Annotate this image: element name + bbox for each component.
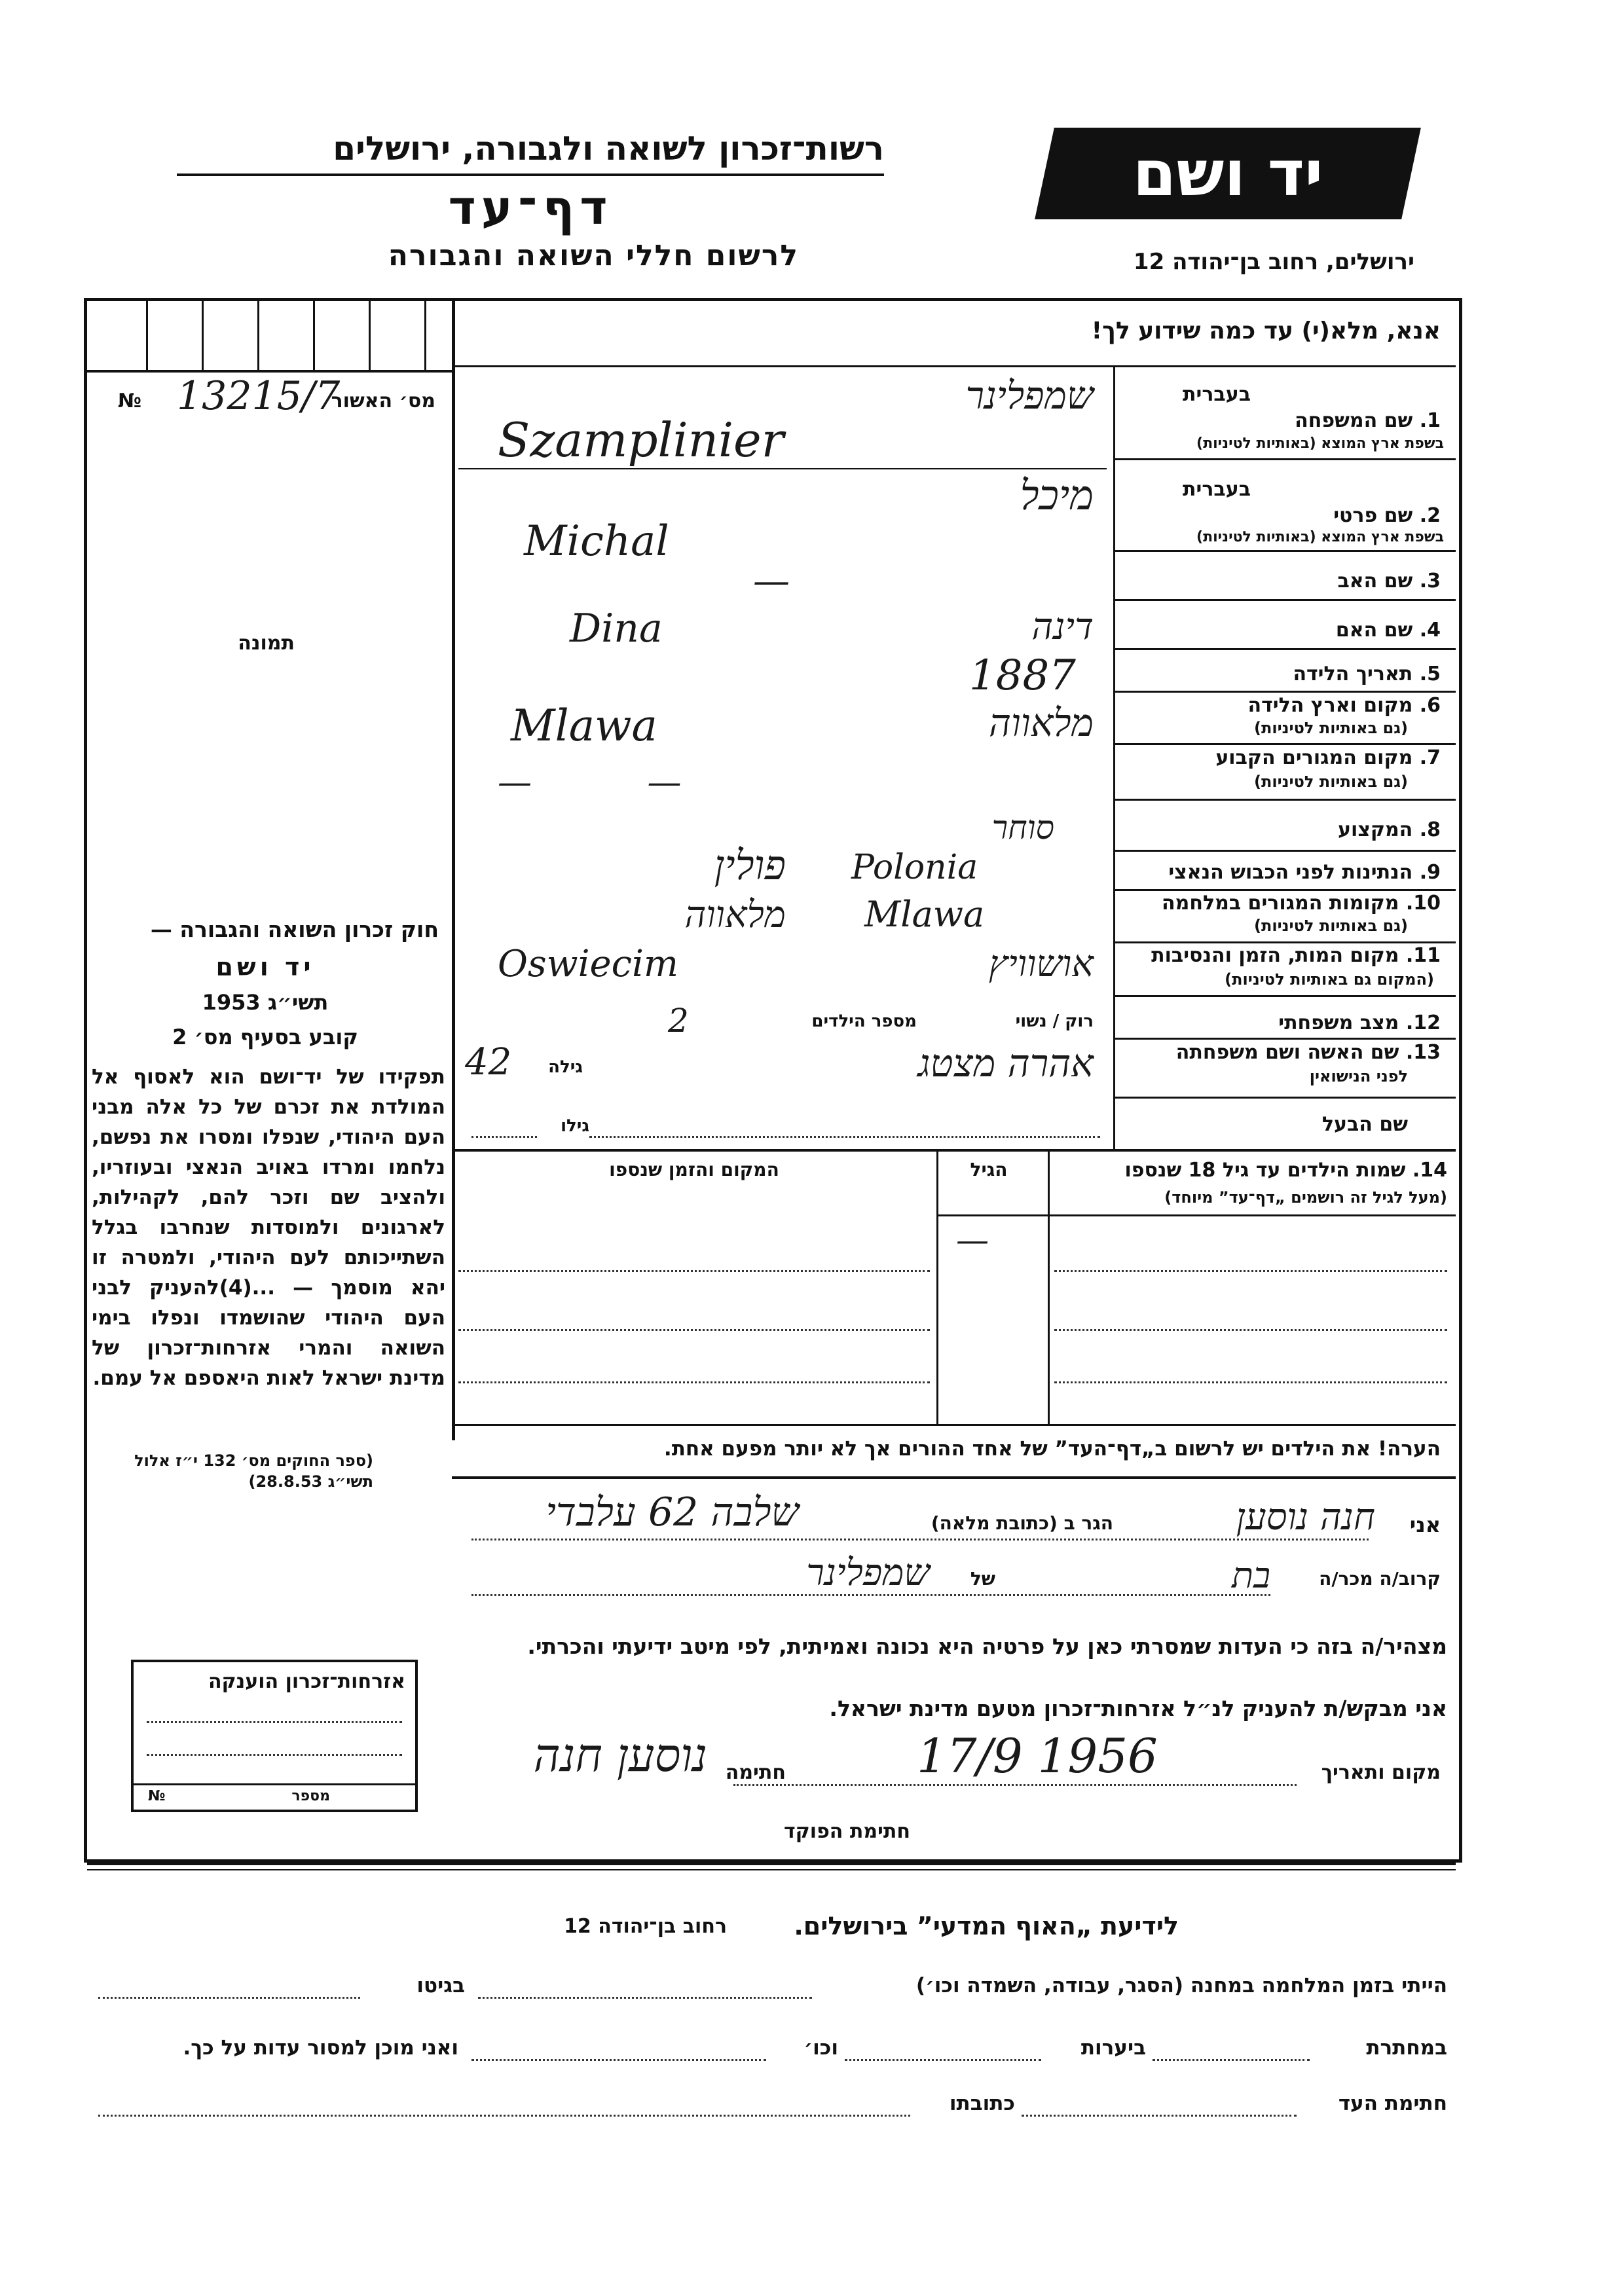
form-subtitle: לרשום חללי השואה והגבורה (388, 239, 799, 272)
certificate-box (131, 1660, 418, 1812)
witness-address-label: כתובתו (949, 2092, 1015, 2115)
footer-address: רחוב בן־יהודה 12 (564, 1915, 727, 1938)
latin-note-10: (גם באותיות לטיניות) (1254, 917, 1408, 935)
field-children: 14. שמות הילדים עד גיל 18 שנספו (1124, 1159, 1447, 1182)
age-column-header: הגיל (970, 1159, 1008, 1180)
hebrew-label-2: בעברית (1183, 478, 1251, 501)
value-children: 2 (668, 1002, 689, 1040)
value-wife-name: אהרה מצטג (917, 1041, 1094, 1085)
relation-label: קרוב/ה מכר/ה (1319, 1568, 1441, 1590)
etc-label: וכו׳ (803, 2036, 838, 2060)
witness-signature-label: חתימת העד (1338, 2092, 1447, 2115)
value-citizenship-latin: Polonia (851, 848, 978, 887)
value-father: — (753, 560, 790, 602)
certificate-title: אזרחות־זכרון הוענקה (208, 1670, 405, 1693)
children-note: הערה! את הילדים יש לרשום ב„דף־העד” של אחד ההורים אך לא יותר מפעם אחת. (663, 1437, 1441, 1461)
forests-label: ביערות (1080, 2036, 1146, 2060)
value-surname-latin: Szamplinier (498, 412, 784, 467)
field-residence: 7. מקום המגורים הקבוע (1215, 746, 1441, 769)
declarant-name: חנה נוסען (1236, 1496, 1375, 1539)
value-surname-he: שמפלינר (965, 373, 1094, 418)
intro-text: אנא, מלא(י) עד כמה שידוע לך! (1091, 318, 1441, 344)
request-text: אני מבקש/ת להעניק לנ״ל אזרחות־זכרון מטעם מדינת ישראל. (829, 1696, 1447, 1721)
authority-title: רשות־זכרון לשואה ולגבורה, ירושלים (333, 130, 884, 168)
value-citizenship-he: פולין (714, 841, 786, 889)
law-org: יד ושם (215, 953, 315, 981)
value-wife-age: 42 (465, 1041, 512, 1084)
place-note-11: (המקום גם באותיות לטיניות) (1225, 970, 1434, 989)
certificate-number-label: מספר (291, 1788, 330, 1804)
underground-label: במחתרת (1366, 2036, 1447, 2060)
value-occupation: סוחר (991, 809, 1054, 847)
law-citation: (ספר החוקים מס׳ 132 י״ז אלול תשי״ג 28.8.53) (134, 1451, 373, 1491)
law-section: קובע בסעיף מס׳ 2 (172, 1025, 358, 1049)
field-occupation: 8. המקצוע (1338, 818, 1441, 841)
origin-lang-1: בשפת ארץ המוצא (באותיות לטיניות) (1196, 435, 1444, 452)
field-father: 3. שם האב (1337, 570, 1441, 592)
field-wife-sub: לפני הנישואין (1309, 1067, 1408, 1085)
law-year: תשי״ג 1953 (202, 990, 329, 1015)
field-birthplace: 6. מקום וארץ הלידה (1247, 694, 1441, 717)
value-war-residence-latin: Mlawa (864, 894, 985, 935)
field-war-residence: 10. מקומות המגורים במלחמה (1162, 892, 1441, 915)
children-count-label: מספר הילדים (811, 1011, 917, 1031)
single-married-label: רוק / נשוי (1015, 1011, 1094, 1031)
value-death-latin: Oswiecim (498, 943, 679, 985)
approval-no-sign: № (118, 390, 142, 412)
hebrew-label-1: בעברית (1183, 383, 1251, 406)
place-time-column-header: המקום והזמן שנספו (609, 1159, 779, 1180)
certificate-no: № (148, 1788, 166, 1804)
approval-label: מס׳ האשור (331, 390, 435, 412)
row-divider-14 (452, 1149, 1456, 1152)
field-wife: 13. שם האשה ושם משפחתה (1175, 1041, 1441, 1064)
photo-label: תמונה (238, 632, 295, 655)
law-title: חוק זכרון השואה והגבורה — (150, 917, 439, 942)
value-firstname-he: מיכל (1020, 471, 1094, 519)
field-family-status: 12. מצב משפחתי (1278, 1011, 1441, 1034)
registrar-label: חתימת הפוקד (784, 1820, 910, 1843)
place-date-label: מקום ותאריך (1321, 1761, 1441, 1784)
field-citizenship: 9. הנתינות לפני הכבוש הנאצי (1168, 861, 1441, 884)
value-birthplace-he: מלאווה (989, 701, 1094, 745)
ready-text: ואני מוכן למסור עדות על כך. (183, 2036, 458, 2060)
value-child-age: — (956, 1221, 989, 1259)
header-address: ירושלים, רחוב בן־יהודה 12 (1133, 249, 1414, 275)
field-children-sub: (מעל לגיל זה רושמים „דף־עד” מיוחד) (1164, 1188, 1447, 1207)
value-mother-he: דינה (1031, 606, 1094, 648)
declaration-text: מצהיר/ה בזה כי העדות שמסרתי כאן על פרטיה היא נכונה ואמיתית, לפי מיטב ידיעתי והכרתי. (527, 1633, 1447, 1659)
field-firstname: 2. שם פרטי (1333, 504, 1441, 527)
logo-text: יד ושם (1132, 137, 1323, 210)
left-column-divider (452, 301, 455, 1440)
field-husband: שם הבעל (1321, 1113, 1408, 1136)
value-death-he: אושוויץ (988, 943, 1094, 985)
field-surname: 1. שם המשפחה (1295, 409, 1441, 432)
wife-age-label: גילה (548, 1057, 583, 1077)
form-title: דף־עד (448, 180, 613, 235)
value-birthplace-latin: Mlawa (511, 701, 657, 751)
relation-value: בת (1232, 1555, 1270, 1596)
of-label: של (970, 1568, 995, 1590)
living-at-label: הגר ב (כתובת מלאה) (931, 1512, 1113, 1534)
declarant-i: אני (1409, 1512, 1441, 1537)
declarant-address: שלבה 62 עלבדי (545, 1489, 799, 1535)
date-value: 17/9 1956 (917, 1728, 1158, 1783)
yad-vashem-logo (1035, 128, 1421, 219)
approval-boxes (87, 301, 452, 373)
of-value: שמפלינר (806, 1552, 930, 1594)
field-death: 11. מקום המות, הזמן והנסיבות (1151, 944, 1441, 967)
ghetto-label: בגיטו (416, 1974, 465, 1997)
latin-note-7: (גם באותיות לטיניות) (1254, 773, 1408, 791)
footer-line1: הייתי בזמן המלחמה במחנה (הסגר, עבודה, השמדה וכו׳) (915, 1974, 1447, 1997)
field-birthdate: 5. תאריך הלידה (1293, 663, 1441, 685)
law-text: תפקידו של יד־ושם הוא לאסוף אל המולדת את זכרם של כל אלה מבני העם היהודי, שנפלו ומסרו את נפשם, נלחמו ומרדו באויב הנאצי ובעוזריו, ולהציב שם וזכר להם, לקהילות, לארגונים ולמוסדות שנחרבו בגלל השתייכותם לעם היהודי, ולמטרה זו יהא מוסמך — ...(4)להעניק לבני העם היהודי שהושמדו ונפלו בימי השואה והמרי אזרחות־זכרון של מדינת ישראל לאות היאספם אל עמם. (92, 1065, 445, 1390)
signature-label: חתימה (725, 1761, 786, 1784)
signature-value: נוסען חנה (533, 1728, 707, 1782)
approval-number: 13215/7 (177, 373, 341, 419)
footer-title: לידיעת „האוף המדעי” בירושלים. (794, 1912, 1179, 1941)
value-birth-date: 1887 (969, 651, 1076, 700)
husband-age-label: גילו (561, 1116, 589, 1136)
value-firstname-latin: Michal (524, 517, 669, 566)
value-war-residence-he: מלאווה (684, 894, 786, 936)
field-mother: 4. שם האם (1335, 619, 1441, 642)
origin-lang-2: בשפת ארץ המוצא (באותיות לטיניות) (1196, 529, 1444, 545)
value-mother-latin: Dina (570, 606, 663, 651)
latin-note-6: (גם באותיות לטיניות) (1254, 719, 1408, 737)
value-residence: — — (498, 763, 734, 802)
